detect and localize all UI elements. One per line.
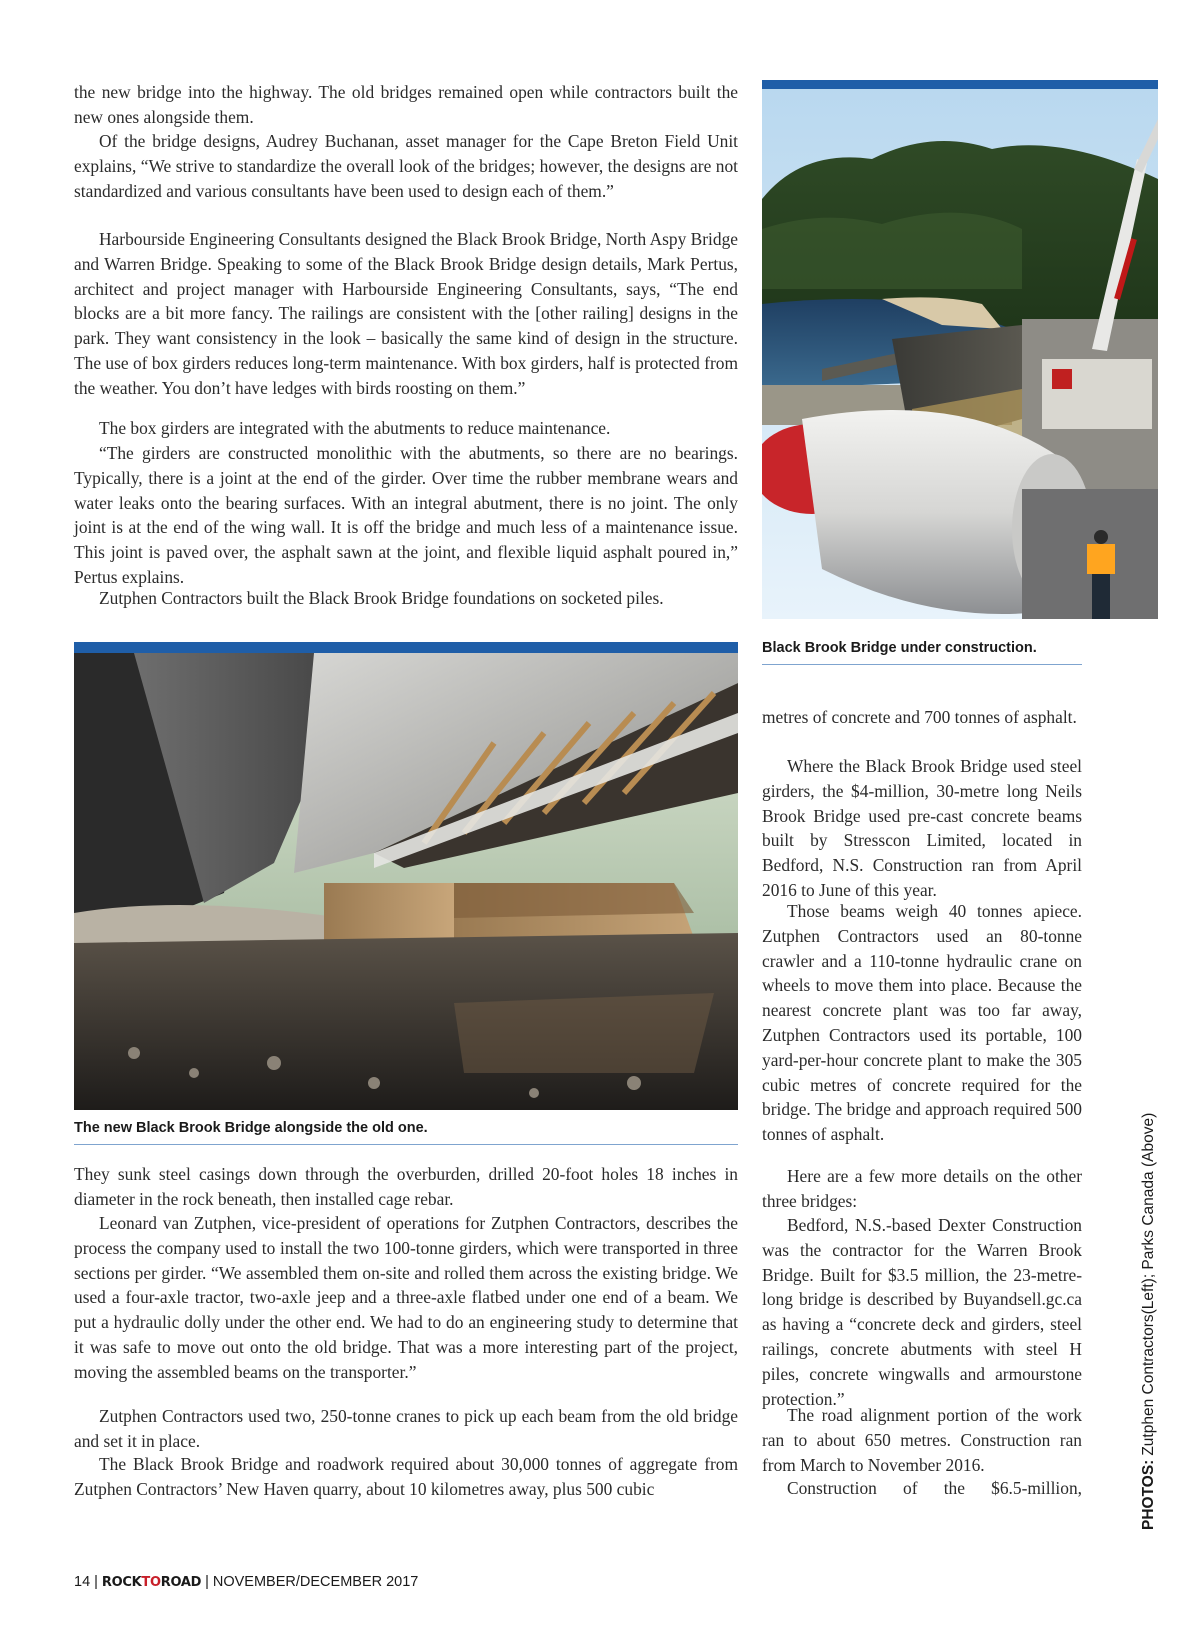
paragraph: They sunk steel casings down through the overburden, drilled 20-foot holes 18 inches in diameter in the rock beneath, then installed cage rebar. [74, 1164, 738, 1209]
bridge-underside-photo [74, 653, 738, 1110]
paragraph: Of the bridge designs, Audrey Buchanan, asset manager for the Cape Breton Field Unit explains, “We strive to standardize the overall look of the bridges; however, the designs are not standardized and various consultants have been used to design each of them.” [74, 131, 738, 201]
logo-rock: ROCK [101, 1575, 142, 1590]
paragraph: Where the Black Brook Bridge used steel girders, the $4-million, 30-metre long Neils Brook Bridge used pre-cast concrete beams built by Stresscon Limited, located in Bedford, N.S. Construction ran from April 2016 to June of this year. [762, 756, 1082, 900]
paragraph: the new bridge into the highway. The old bridges remained open while contractors built the new ones alongside them. [74, 82, 738, 127]
paragraph: Harbourside Engineering Consultants designed the Black Brook Bridge, North Aspy Bridge and Warren Bridge. Speaking to some of the Black Brook Bridge design details, Mark Pertus, architect and project manager with Harbourside Engineering Consultants, says, “The end blocks are a bit more fancy. The railings are consistent with the [other railing] designs in the park. They want consistency in the look – basically the same kind of design in the structure. The use of box girders reduces long-term maintenance. With box girders, half is protected from the weather. You don’t have ledges with birds roosting on them.” [74, 229, 739, 398]
page-number: 14 [74, 1574, 91, 1590]
footer-divider: | [94, 1574, 98, 1590]
photo-credit [1140, 1113, 1158, 1530]
paragraph: Zutphen Contractors built the Black Brook Bridge foundations on socketed piles. [99, 588, 664, 608]
photo-credit-text: Zutphen Contractors(Left); Parks Canada (Above) [1140, 1112, 1157, 1456]
photo-accent-bar [74, 642, 738, 653]
caption-bottom-photo: The new Black Brook Bridge alongside the old one. [74, 1120, 738, 1145]
issue-date: NOVEMBER/DECEMBER 2017 [212, 1574, 419, 1590]
paragraph: Here are a few more details on the other three bridges: [762, 1166, 1082, 1211]
photo-credit-label: PHOTOS: [1140, 1459, 1157, 1530]
footer-divider: | [205, 1574, 209, 1590]
paragraph: metres of concrete and 700 tonnes of asphalt. [762, 707, 1077, 727]
paragraph: Construction of the $6.5-million, [787, 1478, 1082, 1498]
photo-accent-bar [762, 80, 1158, 89]
logo-to: TO [141, 1575, 161, 1590]
paragraph: The box girders are integrated with the abutments to reduce maintenance. [99, 418, 611, 438]
logo-road: ROAD [160, 1575, 202, 1590]
paragraph: “The girders are constructed monolithic with the abutments, so there are no bearings. Typically, there is a joint at the end of the girder. Over time the rubber membrane wears and water leaks onto the bearing surfaces. With an integral abutment, there is no joint. The only joint is at the end of the wing wall. It is off the bridge and much less of a maintenance issue. This joint is paved over, the asphalt sawn at the joint, and flexible liquid asphalt poured in,” Pertus explains. [74, 443, 738, 587]
paragraph: Leonard van Zutphen, vice-president of operations for Zutphen Contractors, describes the process the company used to install the two 100-tonne girders, which were transported in three sections per girder. “We assembled them on-site and rolled them across the existing bridge. We used a four-axle tractor, two-axle jeep and a three-axle flatbed under one end of a beam. We put a hydraulic dolly under the other end. We had to do an engineering study to determine that it was safe to move out onto the old bridge. That was a more interesting part of the project, moving the assembled beams on the transporter.” [74, 1213, 738, 1382]
paragraph: Zutphen Contractors used two, 250-tonne cranes to pick up each beam from the old bridge and set it in place. [74, 1406, 738, 1451]
construction-photo [762, 89, 1158, 619]
paragraph: The road alignment portion of the work ran to about 650 metres. Construction ran from March to November 2016. [762, 1405, 1082, 1475]
paragraph: The Black Brook Bridge and roadwork required about 30,000 tonnes of aggregate from Zutphen Contractors’ New Haven quarry, about 10 kilometres away, plus 500 cubic [74, 1454, 738, 1499]
magazine-logo [102, 1575, 201, 1590]
paragraph: Those beams weigh 40 tonnes apiece. Zutphen Contractors used an 80-tonne crawler and a 110-tonne hydraulic crane on wheels to move them into place. Because the nearest concrete plant was too far away, Zutphen Contractors used its portable, 100 yard-per-hour concrete plant to make the 305 cubic metres of concrete required for the bridge. The bridge and approach required 500 tonnes of asphalt. [762, 901, 1082, 1145]
page-footer [74, 1574, 418, 1590]
paragraph: Bedford, N.S.-based Dexter Construction was the contractor for the Warren Brook Bridge. Built for $3.5 million, the 23-metre-long bridge is described by Buyandsell.gc.ca as having a “concrete deck and girders, steel railings, concrete abutments with steel H piles, concrete wingwalls and armourstone protection.” [762, 1215, 1082, 1409]
caption-top-photo: Black Brook Bridge under construction. [762, 640, 1082, 665]
